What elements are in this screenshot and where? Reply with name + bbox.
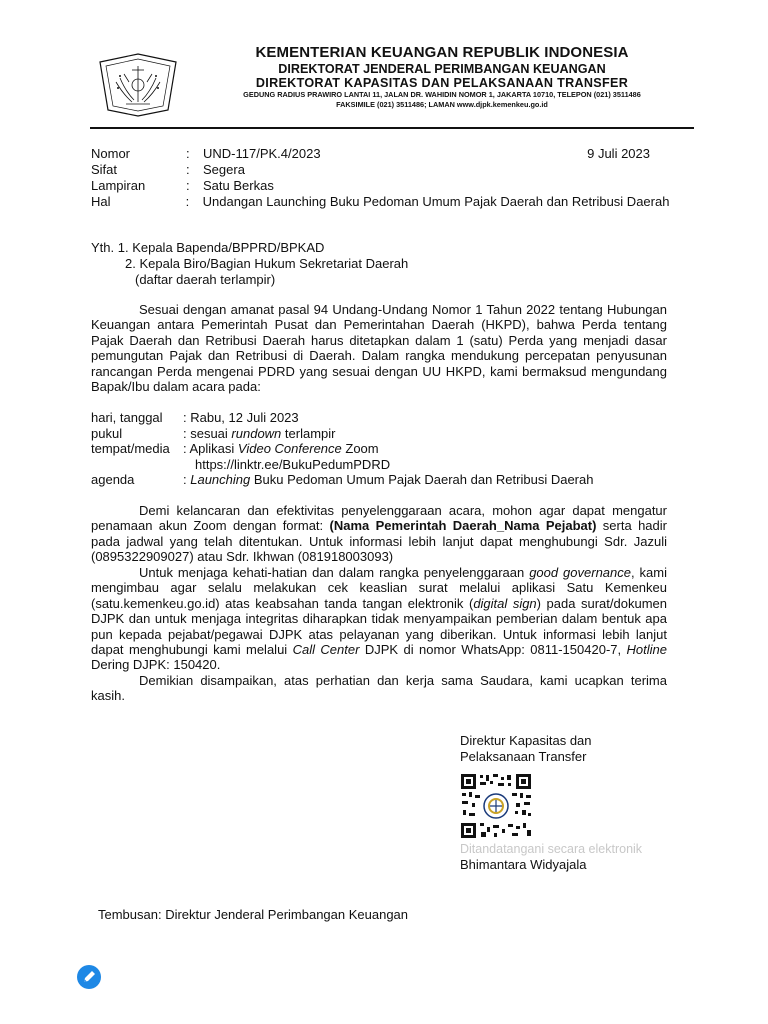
time-value: : sesuai rundown terlampir (183, 425, 336, 441)
meta-nomor (91, 146, 671, 162)
lampiran-value: Satu Berkas (203, 178, 274, 193)
colon: : (185, 194, 190, 209)
sifat-value: Segera (203, 162, 245, 177)
e-signature-note: Ditandatangani secara elektronik (460, 842, 643, 856)
letter-date: 9 Juli 2023 (587, 146, 650, 161)
letter-meta (91, 146, 671, 210)
colon: : (186, 178, 190, 193)
meta-sifat (91, 162, 671, 178)
zoom-link[interactable]: https://linktr.ee/BukuPedumPDRD (195, 456, 391, 472)
signature-block (460, 733, 592, 765)
addressee-note: (daftar daerah terlampir) (135, 272, 276, 287)
letterhead-text (190, 40, 694, 110)
event-venue-row (91, 441, 593, 457)
body-paragraph-2: Demi kelancaran dan efektivitas penyelenggaraan acara, mohon agar dapat mengatur penamaan akun Zoom dengan format: (Nama Pemerintah Daerah_Nama Pejabat) serta hadir pada jadwal yang telah ditentukan. Untuk informasi lebih lanjut dapat menghubungi Sdr. Jazuli (0895322909027) atau Sdr. Ikhwan (081918003093) (91, 503, 667, 565)
date-value: : Rabu, 12 Juli 2023 (183, 410, 299, 425)
date-label: hari, tanggal (91, 410, 163, 425)
directorate: DIREKTORAT KAPASITAS DAN PELAKSANAAN TRANSFER (255, 76, 629, 90)
addressee-line-1: Yth. 1. Kepala Bapenda/BPPRD/BPKAD (91, 240, 325, 255)
qr-code-icon (460, 773, 532, 839)
letterhead (90, 40, 694, 130)
nomor-value: UND-117/PK.4/2023 (203, 146, 321, 161)
venue-value: : Aplikasi Video Conference Zoom (183, 441, 379, 457)
colon: : (186, 146, 190, 161)
event-agenda-row (91, 472, 593, 488)
body-paragraph-1: Sesuai dengan amanat pasal 94 Undang-Undang Nomor 1 Tahun 2022 tentang Hubungan Keuangan antara Pemerintah Pusat dan Pemerintahan Daerah (HKPD), bahwa Perda tentang Pajak Daerah dan Retribusi Daerah harus ditetapkan dalam 1 (satu) Perda yang menjadi dasar pemungutan Pajak dan Retribusi di Daerah. Dalam rangka mendukung percepatan penyusunan rancangan Perda mengenai PDRD yang sesuai dengan UU HKPD, kami bermaksud mengundang Bapak/Ibu dalam acara pada: (91, 302, 667, 395)
kemenkeu-emblem-icon (96, 52, 180, 118)
body-paragraph-3: Untuk menjaga kehati-hatian dan dalam rangka penyelenggaraan good governance, kami mengimbau agar selalu melakukan cek keaslian surat melalui aplikasi Satu Kemenkeu (satu.kemenkeu.go.id) atas keabsahan tanda tangan elektronik (digital sign) pada surat/dokumen DJPK dan untuk menjaga integritas diharapkan tidak menyampaikan pemberian dalam bentuk apa pun kepada pejabat/pegawai DJPK atas pelayanan yang diberikan. Untuk informasi lebih lanjut dapat menghubungi kami melalui Call Center DJPK di nomor WhatsApp: 0811-150420-7, Hotline Dering DJPK: 150420. (91, 565, 668, 673)
sifat-label: Sifat (91, 162, 118, 177)
body-paragraph-4: Demikian disampaikan, atas perhatian dan kerja sama Saudara, kami ucapkan terima kasih. (91, 673, 667, 704)
agenda-label: agenda (91, 472, 135, 488)
lampiran-label: Lampiran (91, 178, 146, 193)
directorate-general: DIREKTORAT JENDERAL PERIMBANGAN KEUANGAN (278, 62, 606, 76)
signer-title-1: Direktur Kapasitas dan (460, 733, 592, 748)
signer-name: Bhimantara Widyajala (460, 857, 587, 872)
pen-icon (77, 965, 101, 989)
colon: : (186, 162, 190, 177)
event-details (91, 410, 593, 488)
agenda-value: : Launching Buku Pedoman Umum Pajak Daerah dan Retribusi Daerah (183, 472, 594, 488)
carbon-copy: Tembusan: Direktur Jenderal Perimbangan Keuangan (98, 907, 409, 922)
event-link-row (91, 457, 593, 473)
header-divider (90, 127, 694, 129)
edit-fab-button[interactable] (77, 965, 101, 989)
event-time-row (91, 426, 593, 442)
signer-title-2: Pelaksanaan Transfer (460, 749, 587, 764)
time-label: pukul (91, 425, 123, 441)
addressee (91, 240, 408, 288)
event-date-row (91, 410, 593, 426)
addressee-line-2: 2. Kepala Biro/Bagian Hukum Sekretariat Daerah (125, 256, 409, 271)
meta-hal (91, 194, 671, 210)
nomor-label: Nomor (91, 146, 131, 161)
ministry-title: KEMENTERIAN KEUANGAN REPUBLIK INDONESIA (255, 44, 629, 61)
address-line-1: GEDUNG RADIUS PRAWIRO LANTAI 11, JALAN DR. WAHIDIN NOMOR 1, JAKARTA 10710, TELEPON (021) 3511486 (243, 90, 641, 99)
meta-lampiran (91, 178, 671, 194)
hal-label: Hal (91, 194, 111, 209)
venue-label: tempat/media (91, 441, 170, 457)
hal-value: Undangan Launching Buku Pedoman Umum Pajak Daerah dan Retribusi Daerah (202, 194, 670, 209)
address-line-2: FAKSIMILE (021) 3511486; LAMAN www.djpk.kemenkeu.go.id (336, 100, 548, 109)
